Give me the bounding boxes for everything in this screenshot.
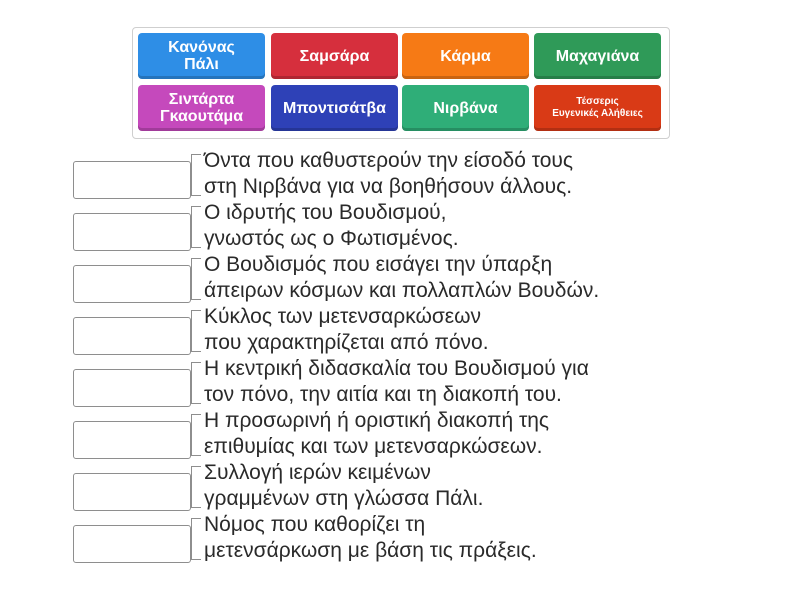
drop-slot[interactable] bbox=[73, 473, 191, 511]
drop-slot[interactable] bbox=[73, 213, 191, 251]
bracket-connector bbox=[191, 414, 201, 456]
drop-slot[interactable] bbox=[73, 317, 191, 355]
match-row bbox=[72, 149, 712, 204]
description-text: Συλλογή ιερών κειμένων γραμμένων στη γλώσσα Πάλι. bbox=[204, 461, 484, 510]
drop-slot[interactable] bbox=[73, 421, 191, 459]
answer-tile-siddhartha-gautama[interactable]: Σιντάρτα Γκαουτάμα bbox=[138, 85, 265, 131]
answer-tile-nirvana[interactable]: Νιρβάνα bbox=[402, 85, 529, 131]
answer-tile-bodhisattva[interactable]: Μποντισάτβα bbox=[271, 85, 398, 131]
match-row bbox=[72, 357, 712, 412]
bracket-connector bbox=[191, 466, 201, 508]
answer-tile-karma[interactable]: Κάρμα bbox=[402, 33, 529, 79]
bracket-connector bbox=[191, 206, 201, 248]
bracket-connector bbox=[191, 518, 201, 560]
match-row bbox=[72, 409, 712, 464]
answer-tile-samsara[interactable]: Σαμσάρα bbox=[271, 33, 398, 79]
description-text: Κύκλος των μετενσαρκώσεων που χαρακτηρίζεται από πόνο. bbox=[204, 305, 489, 354]
match-row bbox=[72, 305, 712, 360]
answer-tile-pali-canon[interactable]: Κανόνας Πάλι bbox=[138, 33, 265, 79]
description-text: Ο Βουδισμός που εισάγει την ύπαρξη άπειρων κόσμων και πολλαπλών Βουδών. bbox=[204, 253, 600, 302]
match-row bbox=[72, 201, 712, 256]
answer-tile-mahayana[interactable]: Μαχαγιάνα bbox=[534, 33, 661, 79]
match-row bbox=[72, 253, 712, 308]
bracket-connector bbox=[191, 258, 201, 300]
description-text: Όντα που καθυστερούν την είσοδό τους στη Νιρβάνα για να βοηθήσουν άλλους. bbox=[204, 149, 573, 198]
drop-slot[interactable] bbox=[73, 525, 191, 563]
bracket-connector bbox=[191, 362, 201, 404]
drop-slot[interactable] bbox=[73, 265, 191, 303]
drop-slot[interactable] bbox=[73, 161, 191, 199]
description-text: Νόμος που καθορίζει τη μετενσάρκωση με βάση τις πράξεις. bbox=[204, 513, 537, 562]
description-text: Η προσωρινή ή οριστική διακοπή της επιθυμίας και των μετενσαρκώσεων. bbox=[204, 409, 550, 458]
description-text: Η κεντρική διδασκαλία του Βουδισμού για τον πόνο, την αιτία και τη διακοπή του. bbox=[204, 357, 589, 406]
answer-tile-four-noble-truths[interactable]: Τέσσερις Ευγενικές Αλήθειες bbox=[534, 85, 661, 131]
match-row bbox=[72, 513, 712, 568]
match-row bbox=[72, 461, 712, 516]
bracket-connector bbox=[191, 154, 201, 196]
drop-slot[interactable] bbox=[73, 369, 191, 407]
bracket-connector bbox=[191, 310, 201, 352]
answer-bank bbox=[132, 27, 670, 139]
description-text: Ο ιδρυτής του Βουδισμού, γνωστός ως ο Φωτισμένος. bbox=[204, 201, 459, 250]
